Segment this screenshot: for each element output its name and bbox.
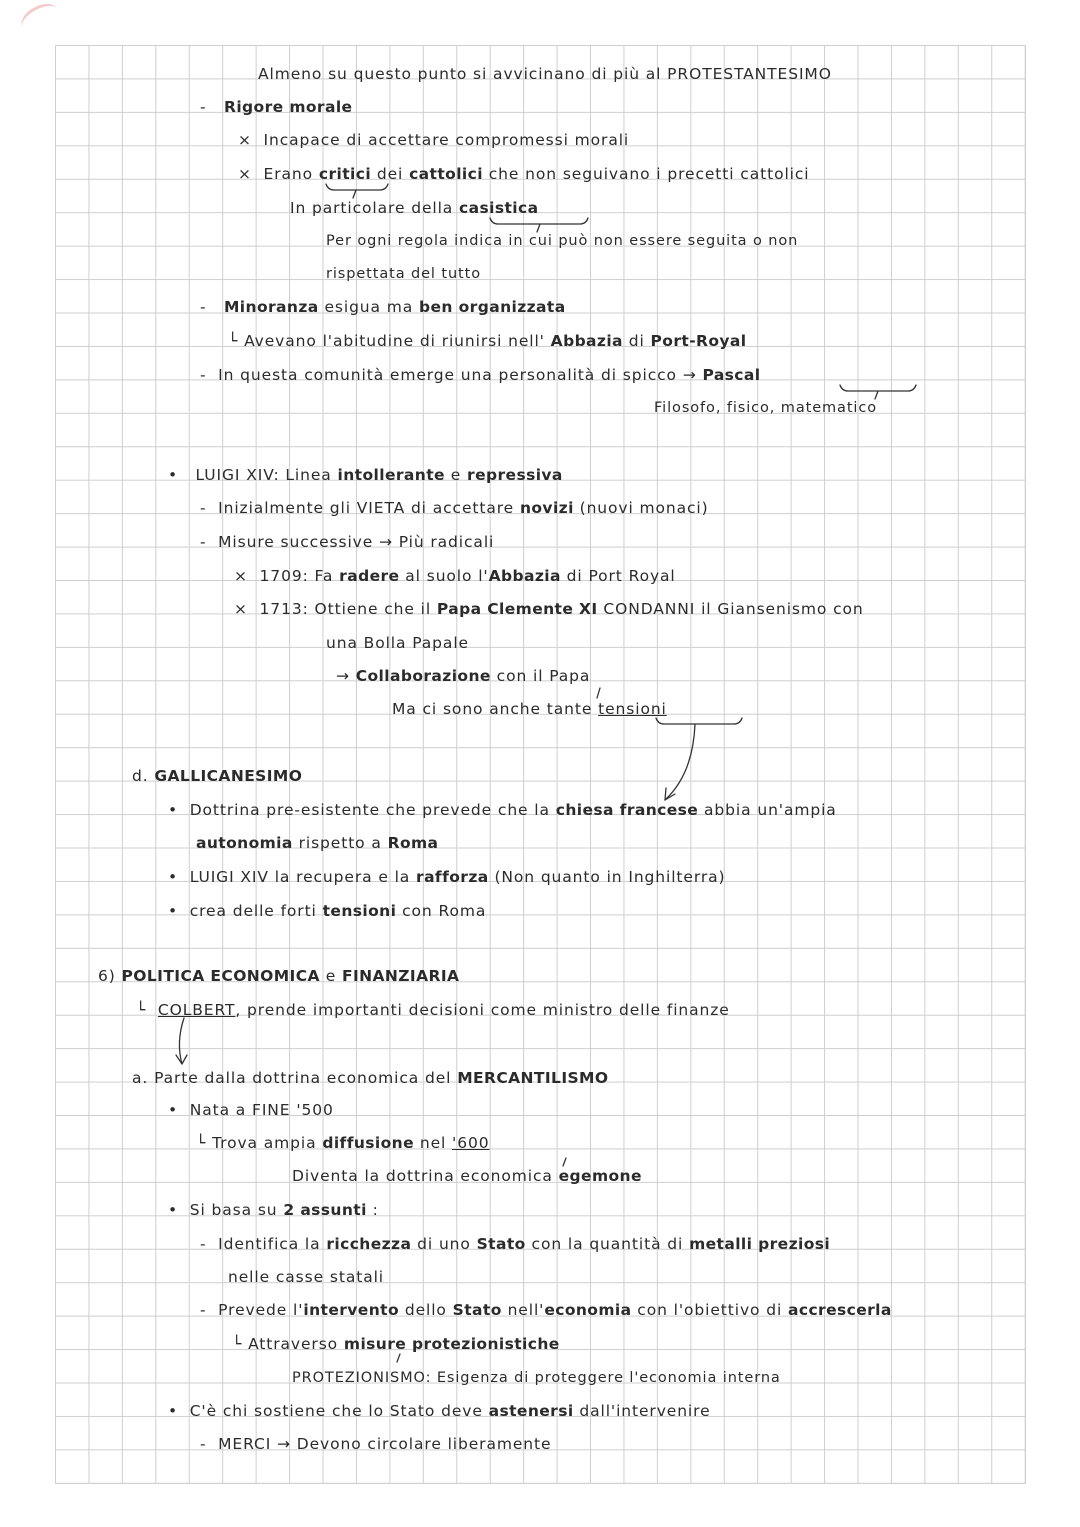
- note-line: - In questa comunità emerge una personalità di spicco → Pascal: [200, 366, 761, 384]
- note-line: - Rigore morale: [200, 98, 353, 116]
- note-line: Almeno su questo punto si avvicinano di più al PROTESTANTESIMO: [258, 65, 832, 83]
- note-line: autonomia rispetto a Roma: [196, 834, 439, 852]
- note-line: × Incapace di accettare compromessi morali: [238, 131, 630, 149]
- note-line: - Identifica la ricchezza di uno Stato con la quantità di metalli preziosi: [200, 1235, 831, 1253]
- note-line: In particolare della casistica: [290, 199, 539, 217]
- grid-paper: [55, 45, 1026, 1484]
- note-line: • Nata a FINE '500: [168, 1101, 334, 1119]
- note-line: • LUIGI XIV la recupera e la rafforza (Non quanto in Inghilterra): [168, 868, 726, 886]
- note-line: Filosofo, fisico, matematico: [654, 400, 877, 416]
- note-line: └ Attraverso misure protezionistiche: [232, 1335, 560, 1353]
- note-line: × 1713: Ottiene che il Papa Clemente XI CONDANNI il Giansenismo con: [234, 600, 864, 618]
- note-line: - Prevede l'intervento dello Stato nell'economia con l'obiettivo di accrescerla: [200, 1301, 892, 1319]
- note-line: Per ogni regola indica in cui può non essere seguita o non: [326, 233, 799, 249]
- note-line: PROTEZIONISMO: Esigenza di proteggere l'economia interna: [292, 1370, 781, 1386]
- note-line: × Erano critici dei cattolici che non seguivano i precetti cattolici: [238, 165, 810, 183]
- section-heading: d. GALLICANESIMO: [132, 767, 303, 785]
- note-line: Diventa la dottrina economica egemone: [292, 1167, 642, 1185]
- note-line: - Inizialmente gli VIETA di accettare novizi (nuovi monaci): [200, 499, 709, 517]
- note-line: - MERCI → Devono circolare liberamente: [200, 1435, 552, 1453]
- note-line: • Dottrina pre-esistente che prevede che la chiesa francese abbia un'ampia: [168, 801, 837, 819]
- note-line: • C'è chi sostiene che lo Stato deve astenersi dall'intervenire: [168, 1402, 711, 1420]
- corner-mark: [16, 0, 63, 39]
- note-line: • LUIGI XIV: Linea intollerante e repressiva: [168, 466, 563, 484]
- note-line: └ Avevano l'abitudine di riunirsi nell' Abbazia di Port-Royal: [228, 332, 747, 350]
- note-line: └ COLBERT, prende importanti decisioni come ministro delle finanze: [136, 1001, 730, 1019]
- note-line: una Bolla Papale: [326, 634, 469, 652]
- note-line: - Misure successive → Più radicali: [200, 533, 495, 551]
- note-line: └ Trova ampia diffusione nel '600: [196, 1134, 490, 1152]
- note-line: nelle casse statali: [228, 1268, 385, 1286]
- note-line: • Si basa su 2 assunti :: [168, 1201, 379, 1219]
- section-heading: 6) POLITICA ECONOMICA e FINANZIARIA: [98, 967, 460, 985]
- note-line: × 1709: Fa radere al suolo l'Abbazia di Port Royal: [234, 567, 676, 585]
- note-line: a. Parte dalla dottrina economica del MERCANTILISMO: [132, 1069, 609, 1087]
- note-line: rispettata del tutto: [326, 266, 481, 282]
- note-line: Ma ci sono anche tante tensioni: [392, 700, 667, 718]
- note-line: • crea delle forti tensioni con Roma: [168, 902, 487, 920]
- note-line: → Collaborazione con il Papa: [336, 667, 591, 685]
- note-line: - Minoranza esigua ma ben organizzata: [200, 298, 566, 316]
